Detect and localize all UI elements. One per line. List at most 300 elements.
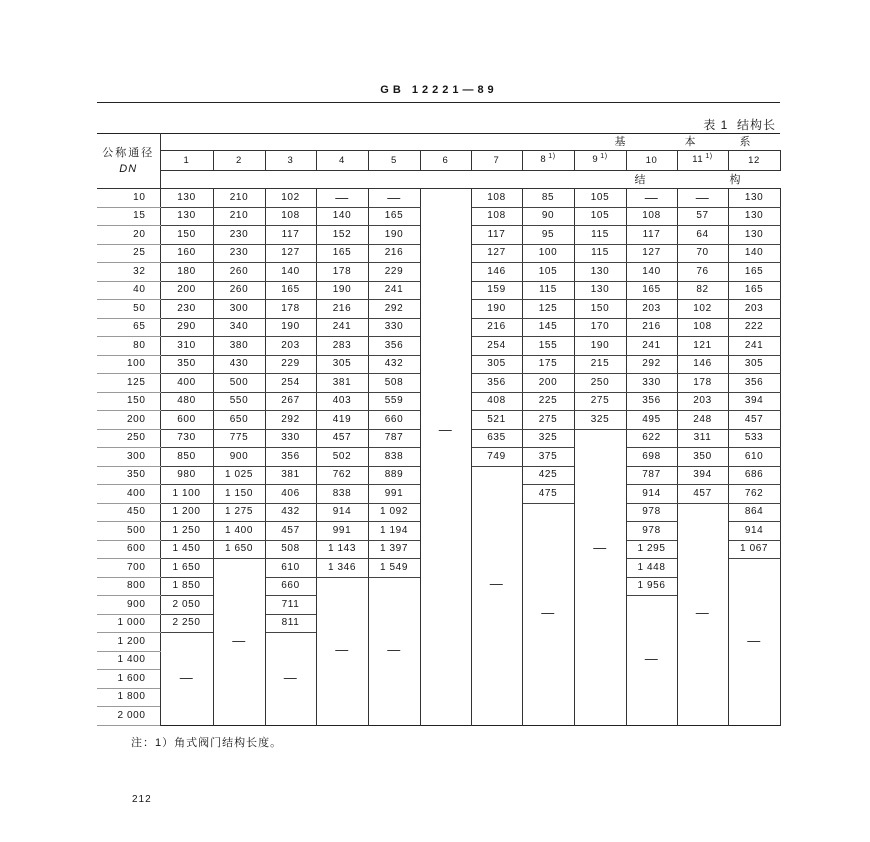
value-cell: 140 <box>316 207 368 226</box>
merged-empty-cell <box>368 577 420 725</box>
value-cell: 115 <box>574 226 626 245</box>
value-cell: 432 <box>265 503 316 522</box>
dn-cell: 10 <box>97 189 160 208</box>
value-cell: 550 <box>213 392 265 411</box>
value-cell: — <box>626 189 677 208</box>
value-cell: 686 <box>728 466 780 485</box>
value-cell: 356 <box>368 337 420 356</box>
value-cell: 325 <box>574 411 626 430</box>
value-cell: 991 <box>368 485 420 504</box>
merged-empty-cell <box>420 189 471 726</box>
value-cell: 222 <box>728 318 780 337</box>
table-body <box>97 189 780 726</box>
value-cell: 980 <box>160 466 213 485</box>
value-cell: 203 <box>728 300 780 319</box>
value-cell: 155 <box>522 337 574 356</box>
column-number-cell <box>471 151 522 171</box>
value-cell: 660 <box>265 577 316 596</box>
value-cell: 1 143 <box>316 540 368 559</box>
value-cell: 292 <box>265 411 316 430</box>
value-cell: 635 <box>471 429 522 448</box>
not-applicable-dash: — <box>335 642 349 657</box>
value-cell: 216 <box>368 244 420 263</box>
value-cell: 140 <box>265 263 316 282</box>
column-number: 12 <box>748 154 760 166</box>
value-cell: 121 <box>677 337 728 356</box>
value-cell: 356 <box>265 448 316 467</box>
column-number-cell <box>677 151 728 171</box>
value-cell: 108 <box>626 207 677 226</box>
value-cell: 305 <box>471 355 522 374</box>
value-cell: 225 <box>522 392 574 411</box>
merged-empty-cell <box>316 577 368 725</box>
table-caption: 表 1 结构长 <box>703 118 776 132</box>
value-cell: 230 <box>213 226 265 245</box>
value-cell: 406 <box>265 485 316 504</box>
value-cell: 425 <box>522 466 574 485</box>
value-cell: 241 <box>728 337 780 356</box>
value-cell: 914 <box>626 485 677 504</box>
value-cell: 1 100 <box>160 485 213 504</box>
value-cell: 330 <box>265 429 316 448</box>
value-cell: 1 346 <box>316 559 368 578</box>
value-cell: 152 <box>316 226 368 245</box>
value-cell: 432 <box>368 355 420 374</box>
dn-cell: 25 <box>97 244 160 263</box>
value-cell: 178 <box>316 263 368 282</box>
value-cell: 889 <box>368 466 420 485</box>
value-cell: 130 <box>574 281 626 300</box>
dn-cell: 350 <box>97 466 160 485</box>
value-cell: 190 <box>316 281 368 300</box>
value-cell: 749 <box>471 448 522 467</box>
value-cell: 457 <box>316 429 368 448</box>
value-cell: 117 <box>626 226 677 245</box>
value-cell: 70 <box>677 244 728 263</box>
not-applicable-dash: — <box>489 575 504 591</box>
value-cell: 175 <box>522 355 574 374</box>
value-cell: 475 <box>522 485 574 504</box>
column-number-cell <box>368 151 420 171</box>
value-cell: 375 <box>522 448 574 467</box>
value-cell: 115 <box>522 281 574 300</box>
value-cell: 1 200 <box>160 503 213 522</box>
value-cell: 170 <box>574 318 626 337</box>
value-cell: 1 295 <box>626 540 677 559</box>
column-number-cell <box>626 151 677 171</box>
dn-cell: 450 <box>97 503 160 522</box>
not-applicable-dash: — <box>387 642 401 657</box>
value-cell: 100 <box>522 244 574 263</box>
value-cell: 2 050 <box>160 596 213 615</box>
value-cell: 130 <box>728 189 780 208</box>
value-cell: 105 <box>574 189 626 208</box>
value-cell: 200 <box>522 374 574 393</box>
dn-cell: 20 <box>97 226 160 245</box>
value-cell: 311 <box>677 429 728 448</box>
column-number-cell <box>574 151 626 171</box>
value-cell: 1 850 <box>160 577 213 596</box>
value-cell: 394 <box>677 466 728 485</box>
not-applicable-dash: — <box>593 540 607 555</box>
value-cell: 1 448 <box>626 559 677 578</box>
dn-label: 公称通径 <box>102 147 155 159</box>
value-cell: 356 <box>626 392 677 411</box>
sub-header-cell <box>160 171 780 189</box>
value-cell: 127 <box>265 244 316 263</box>
dn-cell: 80 <box>97 337 160 356</box>
value-cell: 305 <box>728 355 780 374</box>
value-cell: 140 <box>728 244 780 263</box>
value-cell: 300 <box>213 300 265 319</box>
value-cell: 508 <box>368 374 420 393</box>
value-cell: 241 <box>626 337 677 356</box>
value-cell: 125 <box>522 300 574 319</box>
not-applicable-dash: — <box>232 632 246 648</box>
dn-cell: 65 <box>97 318 160 337</box>
value-cell: 698 <box>626 448 677 467</box>
value-cell: 130 <box>574 263 626 282</box>
value-cell: 203 <box>677 392 728 411</box>
value-cell: 190 <box>574 337 626 356</box>
merged-empty-cell <box>522 503 574 725</box>
value-cell: 864 <box>728 503 780 522</box>
column-number: 11 <box>692 154 704 165</box>
value-cell: 762 <box>316 466 368 485</box>
value-cell: 105 <box>574 207 626 226</box>
group-header-cell <box>160 134 780 151</box>
dn-cell: 500 <box>97 522 160 541</box>
value-cell: 229 <box>265 355 316 374</box>
value-cell: 275 <box>574 392 626 411</box>
not-applicable-dash: — <box>644 651 659 667</box>
dn-cell: 100 <box>97 355 160 374</box>
group-header-char: 基 <box>614 136 627 148</box>
value-cell: 210 <box>213 207 265 226</box>
value-cell: 622 <box>626 429 677 448</box>
value-cell: 419 <box>316 411 368 430</box>
value-cell: 978 <box>626 503 677 522</box>
value-cell: 1 650 <box>213 540 265 559</box>
value-cell: 82 <box>677 281 728 300</box>
value-cell: 711 <box>265 596 316 615</box>
merged-empty-cell <box>677 503 728 725</box>
value-cell: 457 <box>728 411 780 430</box>
not-applicable-dash: — <box>283 669 298 685</box>
column-number-row <box>97 151 780 171</box>
value-cell: 838 <box>368 448 420 467</box>
value-cell: 330 <box>626 374 677 393</box>
structure-length-table <box>97 133 781 726</box>
page-number: 212 <box>132 794 152 805</box>
value-cell: 762 <box>728 485 780 504</box>
value-cell: 130 <box>160 189 213 208</box>
not-applicable-dash: — <box>179 669 194 685</box>
value-cell: 275 <box>522 411 574 430</box>
value-cell: 408 <box>471 392 522 411</box>
value-cell: — <box>677 189 728 208</box>
sub-header-row <box>97 171 780 189</box>
value-cell: 108 <box>471 189 522 208</box>
value-cell: 165 <box>728 281 780 300</box>
value-cell: 533 <box>728 429 780 448</box>
value-cell: 356 <box>471 374 522 393</box>
value-cell: 203 <box>265 337 316 356</box>
value-cell: 248 <box>677 411 728 430</box>
value-cell: 165 <box>728 263 780 282</box>
value-cell: 350 <box>677 448 728 467</box>
value-cell: 254 <box>471 337 522 356</box>
value-cell: 380 <box>213 337 265 356</box>
value-cell: 180 <box>160 263 213 282</box>
value-cell: 1 250 <box>160 522 213 541</box>
value-cell: 457 <box>677 485 728 504</box>
value-cell: 190 <box>265 318 316 337</box>
value-cell: 283 <box>316 337 368 356</box>
value-cell: 1 275 <box>213 503 265 522</box>
value-cell: 230 <box>213 244 265 263</box>
dn-cell: 125 <box>97 374 160 393</box>
value-cell: 787 <box>626 466 677 485</box>
value-cell: 150 <box>160 226 213 245</box>
group-header-char: 系 <box>739 136 752 148</box>
value-cell: 1 549 <box>368 559 420 578</box>
value-cell: 146 <box>677 355 728 374</box>
value-cell: 165 <box>265 281 316 300</box>
merged-empty-cell <box>265 633 316 726</box>
merged-empty-cell <box>471 466 522 725</box>
value-cell: 1 067 <box>728 540 780 559</box>
value-cell: 108 <box>677 318 728 337</box>
value-cell: 1 650 <box>160 559 213 578</box>
dn-cell: 2 000 <box>97 707 160 726</box>
merged-empty-cell <box>626 596 677 726</box>
value-cell: 500 <box>213 374 265 393</box>
value-cell: 108 <box>471 207 522 226</box>
value-cell: 978 <box>626 522 677 541</box>
value-cell: 102 <box>677 300 728 319</box>
value-cell: 991 <box>316 522 368 541</box>
value-cell: 146 <box>471 263 522 282</box>
not-applicable-dash: — <box>438 421 453 437</box>
value-cell: 394 <box>728 392 780 411</box>
value-cell: 127 <box>626 244 677 263</box>
value-cell: 216 <box>316 300 368 319</box>
value-cell: 1 450 <box>160 540 213 559</box>
column-number: 4 <box>339 154 345 166</box>
value-cell: 105 <box>522 263 574 282</box>
value-cell: 325 <box>522 429 574 448</box>
value-cell: 730 <box>160 429 213 448</box>
value-cell: 160 <box>160 244 213 263</box>
column-number-cell <box>728 151 780 171</box>
value-cell: 241 <box>316 318 368 337</box>
value-cell: 85 <box>522 189 574 208</box>
merged-empty-cell <box>213 559 265 726</box>
value-cell: 254 <box>265 374 316 393</box>
column-number-cell <box>213 151 265 171</box>
value-cell: 2 250 <box>160 614 213 633</box>
value-cell: 660 <box>368 411 420 430</box>
value-cell: 600 <box>160 411 213 430</box>
not-applicable-dash: — <box>695 605 710 620</box>
dn-cell: 250 <box>97 429 160 448</box>
value-cell: 610 <box>728 448 780 467</box>
column-number: 9 <box>592 154 599 165</box>
value-cell: 559 <box>368 392 420 411</box>
value-cell: 914 <box>728 522 780 541</box>
not-applicable-dash: — <box>541 605 555 620</box>
value-cell: 1 025 <box>213 466 265 485</box>
value-cell: 130 <box>728 226 780 245</box>
value-cell: 508 <box>265 540 316 559</box>
value-cell: 241 <box>368 281 420 300</box>
dn-cell: 600 <box>97 540 160 559</box>
merged-empty-cell <box>574 429 626 725</box>
value-cell: 117 <box>471 226 522 245</box>
value-cell: 292 <box>626 355 677 374</box>
value-cell: 260 <box>213 263 265 282</box>
column-number: 5 <box>391 154 397 166</box>
value-cell: 838 <box>316 485 368 504</box>
value-cell: 811 <box>265 614 316 633</box>
dn-cell: 1 800 <box>97 688 160 707</box>
value-cell: 159 <box>471 281 522 300</box>
value-cell: 1 956 <box>626 577 677 596</box>
footnote-marker: 1) <box>705 153 713 160</box>
column-number: 7 <box>493 154 500 166</box>
column-number-cell <box>316 151 368 171</box>
column-number: 6 <box>442 154 449 166</box>
value-cell: 787 <box>368 429 420 448</box>
header-rule <box>97 102 780 103</box>
merged-empty-cell <box>728 559 780 726</box>
not-applicable-dash: — <box>747 632 761 648</box>
value-cell: 127 <box>471 244 522 263</box>
value-cell: 1 150 <box>213 485 265 504</box>
group-header-row <box>97 134 780 151</box>
value-cell: 290 <box>160 318 213 337</box>
value-cell: — <box>368 189 420 208</box>
value-cell: 900 <box>213 448 265 467</box>
dn-cell: 1 600 <box>97 670 160 689</box>
value-cell: 150 <box>574 300 626 319</box>
merged-empty-cell <box>160 633 213 726</box>
value-cell: 350 <box>160 355 213 374</box>
value-cell: 115 <box>574 244 626 263</box>
value-cell: 292 <box>368 300 420 319</box>
value-cell: 210 <box>213 189 265 208</box>
dn-cell: 15 <box>97 207 160 226</box>
value-cell: 216 <box>471 318 522 337</box>
value-cell: 495 <box>626 411 677 430</box>
value-cell: 140 <box>626 263 677 282</box>
column-number: 8 <box>540 154 547 165</box>
value-cell: 229 <box>368 263 420 282</box>
value-cell: 64 <box>677 226 728 245</box>
value-cell: 381 <box>265 466 316 485</box>
column-number-cell <box>160 151 213 171</box>
value-cell: 178 <box>265 300 316 319</box>
value-cell: 914 <box>316 503 368 522</box>
dn-cell: 40 <box>97 281 160 300</box>
value-cell: 130 <box>160 207 213 226</box>
value-cell: 165 <box>316 244 368 263</box>
value-cell: 850 <box>160 448 213 467</box>
dn-cell: 300 <box>97 448 160 467</box>
dn-cell: 1 400 <box>97 651 160 670</box>
sub-header-char: 结 <box>634 174 647 186</box>
value-cell: 356 <box>728 374 780 393</box>
dn-cell: 32 <box>97 263 160 282</box>
dn-cell: 50 <box>97 300 160 319</box>
value-cell: 310 <box>160 337 213 356</box>
value-cell: 381 <box>316 374 368 393</box>
dn-symbol: DN <box>119 163 138 175</box>
value-cell: 1 400 <box>213 522 265 541</box>
dn-cell: 200 <box>97 411 160 430</box>
value-cell: 430 <box>213 355 265 374</box>
value-cell: 502 <box>316 448 368 467</box>
value-cell: 1 397 <box>368 540 420 559</box>
value-cell: 165 <box>626 281 677 300</box>
value-cell: 260 <box>213 281 265 300</box>
dn-cell: 1 000 <box>97 614 160 633</box>
value-cell: 190 <box>471 300 522 319</box>
column-number-cell <box>420 151 471 171</box>
value-cell: 250 <box>574 374 626 393</box>
value-cell: 95 <box>522 226 574 245</box>
column-number: 1 <box>183 154 190 166</box>
value-cell: 340 <box>213 318 265 337</box>
value-cell: — <box>316 189 368 208</box>
value-cell: 190 <box>368 226 420 245</box>
table-row <box>97 189 780 208</box>
value-cell: 215 <box>574 355 626 374</box>
value-cell: 650 <box>213 411 265 430</box>
value-cell: 305 <box>316 355 368 374</box>
column-number: 3 <box>287 154 294 166</box>
value-cell: 117 <box>265 226 316 245</box>
value-cell: 216 <box>626 318 677 337</box>
dn-header-cell <box>97 134 160 189</box>
value-cell: 403 <box>316 392 368 411</box>
group-header-char: 本 <box>684 136 697 148</box>
value-cell: 76 <box>677 263 728 282</box>
footnote-marker: 1) <box>548 153 556 160</box>
sub-header-char: 构 <box>729 174 742 186</box>
dn-cell: 150 <box>97 392 160 411</box>
value-cell: 480 <box>160 392 213 411</box>
column-number: 2 <box>236 154 242 166</box>
value-cell: 610 <box>265 559 316 578</box>
value-cell: 90 <box>522 207 574 226</box>
dn-cell: 800 <box>97 577 160 596</box>
value-cell: 108 <box>265 207 316 226</box>
table-footnote: 注：1）角式阀门结构长度。 <box>131 737 283 749</box>
value-cell: 1 092 <box>368 503 420 522</box>
value-cell: 57 <box>677 207 728 226</box>
standard-code-header: GB 12221—89 <box>380 84 498 96</box>
value-cell: 145 <box>522 318 574 337</box>
dn-cell: 400 <box>97 485 160 504</box>
value-cell: 457 <box>265 522 316 541</box>
column-number-cell <box>265 151 316 171</box>
value-cell: 521 <box>471 411 522 430</box>
column-number-cell <box>522 151 574 171</box>
value-cell: 1 194 <box>368 522 420 541</box>
value-cell: 230 <box>160 300 213 319</box>
